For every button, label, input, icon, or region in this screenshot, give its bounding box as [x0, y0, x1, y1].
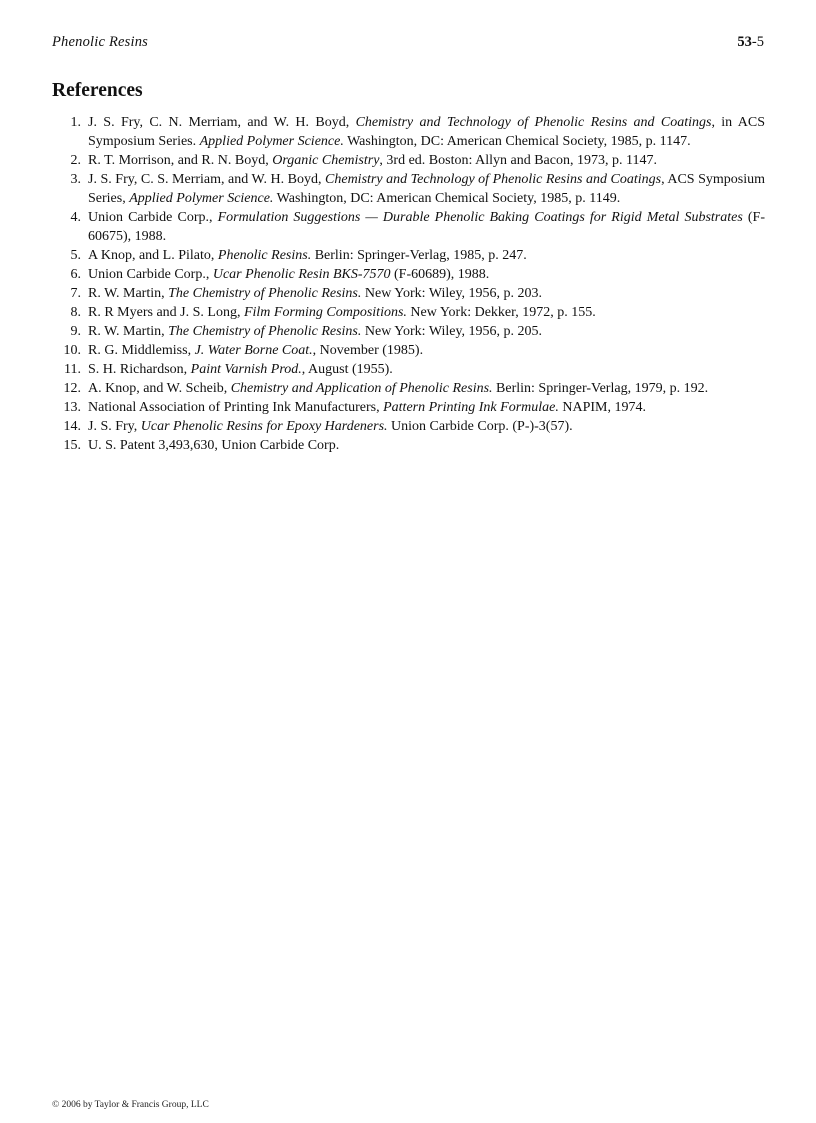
reference-item	[52, 360, 765, 379]
reference-segment: (F-60675), 1988.	[88, 210, 765, 244]
reference-number: 6.	[70, 267, 81, 282]
reference-item	[52, 303, 765, 322]
reference-title: Paint Varnish Prod.	[190, 362, 302, 377]
reference-text	[88, 113, 765, 151]
reference-title: The Chemistry of Phenolic Resins.	[168, 324, 362, 339]
reference-text	[88, 208, 765, 246]
reference-title: Formulation Suggestions — Durable Phenolic Baking Coatings for Rigid Metal Substrates	[217, 210, 743, 225]
reference-item	[52, 436, 765, 455]
running-title: Phenolic Resins	[52, 34, 149, 50]
reference-segment: , August (1955).	[301, 362, 393, 377]
reference-item	[52, 170, 765, 208]
reference-item	[52, 246, 765, 265]
reference-number: 4.	[70, 210, 81, 225]
reference-segment: Union Carbide Corp.,	[88, 267, 213, 282]
reference-segment: Washington, DC: American Chemical Society, 1985, p. 1149.	[273, 191, 621, 206]
reference-segment: , November (1985).	[312, 343, 424, 358]
reference-text	[88, 417, 765, 436]
reference-list	[52, 113, 765, 455]
reference-item	[52, 379, 765, 398]
reference-segment: S. H. Richardson,	[88, 362, 191, 377]
reference-title: Film Forming Compositions.	[243, 305, 407, 320]
reference-item	[52, 322, 765, 341]
reference-number: 7.	[70, 286, 81, 301]
reference-segment: New York: Wiley, 1956, p. 205.	[361, 324, 543, 339]
reference-segment: Berlin: Springer-Verlag, 1979, p. 192.	[492, 381, 709, 396]
reference-title: Phenolic Resins.	[217, 248, 312, 263]
reference-segment: R. T. Morrison, and R. N. Boyd,	[88, 153, 273, 168]
reference-item	[52, 208, 765, 246]
reference-title: The Chemistry of Phenolic Resins.	[168, 286, 362, 301]
reference-item	[52, 151, 765, 170]
reference-segment: Union Carbide Corp.,	[88, 210, 218, 225]
reference-segment: J. S. Fry, C. N. Merriam, and W. H. Boyd,	[88, 115, 356, 130]
section-heading: References	[52, 80, 143, 101]
reference-text	[88, 170, 765, 208]
reference-text	[88, 246, 765, 265]
reference-text	[88, 284, 765, 303]
reference-number: 1.	[70, 115, 81, 130]
reference-segment: A Knop, and L. Pilato,	[88, 248, 218, 263]
reference-segment: Union Carbide Corp. (P-)-3(57).	[387, 419, 573, 434]
reference-number: 13.	[63, 400, 81, 415]
reference-segment: R. G. Middlemiss,	[88, 343, 195, 358]
reference-text	[88, 303, 765, 322]
reference-title: J. Water Borne Coat.	[194, 343, 313, 358]
reference-text	[88, 379, 765, 398]
reference-segment: J. S. Fry, C. S. Merriam, and W. H. Boyd,	[88, 172, 326, 187]
reference-segment: R. W. Martin,	[88, 324, 169, 339]
reference-segment: Berlin: Springer-Verlag, 1985, p. 247.	[311, 248, 527, 263]
reference-segment: Washington, DC: American Chemical Society, 1985, p. 1147.	[343, 134, 691, 149]
reference-segment: , in ACS Symposium Series.	[88, 115, 765, 149]
copyright-footer: © 2006 by Taylor & Francis Group, LLC	[52, 1100, 209, 1110]
reference-item	[52, 265, 765, 284]
page-suffix: -5	[751, 34, 764, 50]
reference-number: 5.	[70, 248, 81, 263]
reference-item	[52, 284, 765, 303]
reference-text	[88, 398, 765, 417]
reference-text	[88, 341, 765, 360]
reference-title: Chemistry and Application of Phenolic Resins.	[230, 381, 493, 396]
reference-text	[88, 436, 765, 455]
reference-title: Ucar Phenolic Resins for Epoxy Hardeners.	[140, 419, 388, 434]
reference-number: 2.	[70, 153, 81, 168]
reference-segment: A. Knop, and W. Scheib,	[88, 381, 231, 396]
reference-segment: J. S. Fry,	[88, 419, 141, 434]
running-head	[52, 34, 764, 51]
reference-segment: New York: Wiley, 1956, p. 203.	[361, 286, 543, 301]
reference-number: 9.	[70, 324, 81, 339]
reference-title: Organic Chemistry	[272, 153, 380, 168]
reference-number: 11.	[64, 362, 81, 377]
reference-number: 14.	[63, 419, 81, 434]
reference-segment: , ACS Symposium Series,	[88, 172, 766, 206]
reference-item	[52, 417, 765, 436]
reference-number: 3.	[70, 172, 81, 187]
reference-title: Ucar Phenolic Resin BKS-7570	[212, 267, 391, 282]
reference-text	[88, 151, 765, 170]
reference-segment: National Association of Printing Ink Manufacturers,	[88, 400, 384, 415]
reference-text	[88, 360, 765, 379]
reference-item	[52, 398, 765, 417]
reference-text	[88, 265, 765, 284]
reference-number: 8.	[70, 305, 81, 320]
reference-segment: U. S. Patent 3,493,630, Union Carbide Corp.	[88, 438, 340, 453]
page-number	[737, 34, 764, 51]
reference-item	[52, 113, 765, 151]
reference-title: Chemistry and Technology of Phenolic Resins and Coatings	[325, 172, 662, 187]
reference-number: 12.	[63, 381, 81, 396]
reference-segment: R. R Myers and J. S. Long,	[88, 305, 244, 320]
reference-segment: , 3rd ed. Boston: Allyn and Bacon, 1973, p. 1147.	[379, 153, 657, 168]
reference-segment: New York: Dekker, 1972, p. 155.	[406, 305, 596, 320]
reference-title: Applied Polymer Science.	[199, 134, 344, 149]
reference-number: 10.	[63, 343, 81, 358]
reference-title: Chemistry and Technology of Phenolic Resins and Coatings	[355, 115, 712, 130]
reference-segment: NAPIM, 1974.	[558, 400, 646, 415]
reference-item	[52, 341, 765, 360]
reference-segment: (F-60689), 1988.	[390, 267, 490, 282]
reference-title: Pattern Printing Ink Formulae.	[383, 400, 559, 415]
reference-title: Applied Polymer Science.	[129, 191, 274, 206]
chapter-number: 53	[737, 34, 752, 50]
reference-number: 15.	[63, 438, 81, 453]
reference-text	[88, 322, 765, 341]
reference-segment: R. W. Martin,	[88, 286, 169, 301]
